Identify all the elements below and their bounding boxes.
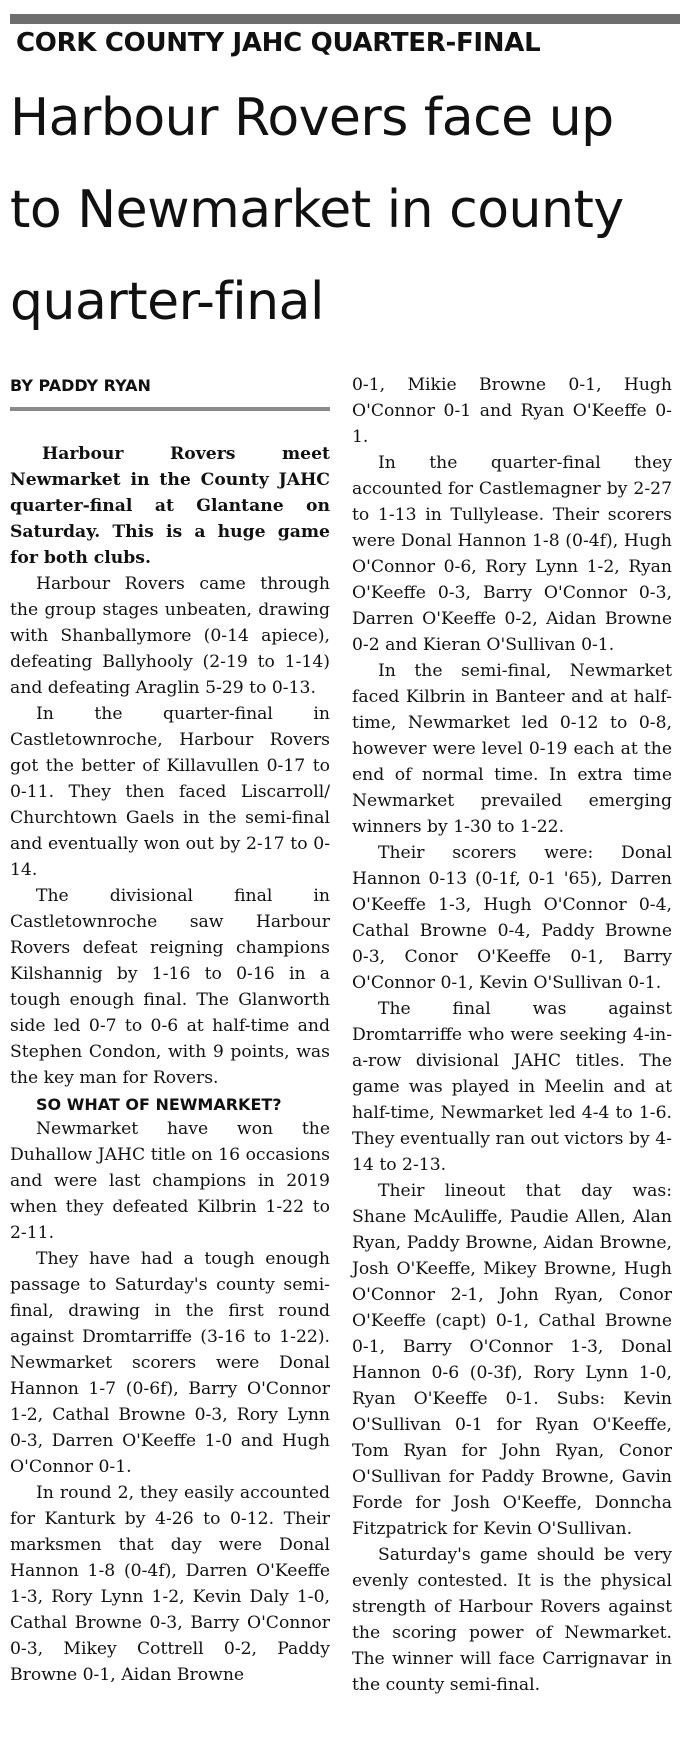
paragraph: Newmarket have won the Duhallow JAHC title on 16 occasions and were last champions in 2019 when they defeated Kilbrin 1-22 to 2-11. — [10, 1119, 330, 1243]
column-2 — [352, 372, 672, 1698]
paragraph-continuation: 0-1, Mikie Browne 0-1, Hugh O'Connor 0-1 and Ryan O'Keeffe 0-1. — [352, 375, 672, 447]
byline-rule — [10, 407, 330, 411]
paragraph: Harbour Rovers came through the group stages unbeaten, drawing with Shanballymore (0-14 apiece), defeating Ballyhooly (2-19 to 1-14) and defeating Araglin 5-29 to 0-13. — [10, 574, 330, 698]
paragraph: The final was against Dromtarriffe who were seeking 4-in-a-row divisional JAHC titles. The game was played in Meelin and at half-time, Newmarket led 4-4 to 1-6. They eventually ran out victors by 4-14 to 2-13. — [352, 999, 672, 1175]
paragraph: In the semi-final, Newmarket faced Kilbrin in Banteer and at half-time, Newmarket led 0-12 to 0-8, however were level 0-19 each at the end of normal time. In extra time Newmarket prevailed emerging winners by 1-30 to 1-22. — [352, 661, 672, 837]
paragraph: In the quarter-final in Castletownroche, Harbour Rovers got the better of Killavullen 0-17 to 0-11. They then faced Liscarroll/ Churchtown Gaels in the semi-final and eventually won out by 2-17 to 0-14. — [10, 704, 330, 880]
paragraph: Saturday's game should be very evenly contested. It is the physical strength of Harbour Rovers against the scoring power of Newmarket. The winner will face Carrignavar in the county semi-final. — [352, 1545, 672, 1695]
headline: Harbour Rovers face up to Newmarket in county quarter-final — [10, 88, 624, 332]
paragraph: In the quarter-final they accounted for Castlemagner by 2-27 to 1-13 in Tullylease. Their scorers were Donal Hannon 1-8 (0-4f), Hugh O'Connor 0-6, Rory Lynn 1-2, Ryan O'Keeffe 0-3, Barry O'Connor 0-3, Darren O'Keeffe 0-2, Aidan Browne 0-2 and Kieran O'Sullivan 0-1. — [352, 453, 672, 655]
paragraph: Their lineout that day was: Shane McAuliffe, Paudie Allen, Alan Ryan, Paddy Browne, Aidan Browne, Josh O'Keeffe, Mikey Browne, Hugh O'Connor 2-1, John Ryan, Conor O'Keeffe (capt) 0-1, Cathal Browne 0-1, Barry O'Connor 1-3, Donal Hannon 0-6 (0-3f), Rory Lynn 1-0, Ryan O'Keeffe 0-1. Subs: Kevin O'Sullivan 0-1 for Ryan O'Keeffe, Tom Ryan for John Ryan, Conor O'Sullivan for Paddy Browne, Gavin Forde for Josh O'Keeffe, Donncha Fitzpatrick for Kevin O'Sullivan. — [352, 1181, 672, 1539]
paragraph: They have had a tough enough passage to Saturday's county semi-final, drawing in the first round against Dromtarriffe (3-16 to 1-22). Newmarket scorers were Donal Hannon 1-7 (0-6f), Barry O'Connor 1-2, Cathal Browne 0-3, Rory Lynn 0-3, Darren O'Keeffe 1-0 and Hugh O'Connor 0-1. — [10, 1249, 330, 1477]
top-rule — [10, 14, 680, 24]
column-1 — [10, 372, 330, 1698]
lead-paragraph: Harbour Rovers meet Newmarket in the County JAHC quarter-final at Glantane on Saturday. This is a huge game for both clubs. — [10, 444, 330, 568]
paragraph: Their scorers were: Donal Hannon 0-13 (0-1f, 0-1 '65), Darren O'Keeffe 1-3, Hugh O'Connor 0-4, Cathal Browne 0-4, Paddy Browne 0-3, Conor O'Keeffe 0-1, Barry O'Connor 0-1, Kevin O'Sullivan 0-1. — [352, 843, 672, 993]
kicker: CORK COUNTY JAHC QUARTER-FINAL — [16, 28, 541, 58]
subhead: SO WHAT OF NEWMARKET? — [36, 1095, 282, 1114]
paragraph: In round 2, they easily accounted for Kanturk by 4-26 to 0-12. Their marksmen that day were Donal Hannon 1-8 (0-4f), Darren O'Keeffe 1-3, Rory Lynn 1-2, Kevin Daly 1-0, Cathal Browne 0-3, Barry O'Connor 0-3, Mikey Cottrell 0-2, Paddy Browne 0-1, Aidan Browne — [10, 1483, 330, 1685]
article-body — [10, 372, 680, 1698]
paragraph: The divisional final in Castletownroche saw Harbour Rovers defeat reigning champions Kilshannig by 1-16 to 0-16 in a tough enough final. The Glanworth side led 0-7 to 0-6 at half-time and Stephen Condon, with 9 points, was the key man for Rovers. — [10, 886, 330, 1088]
byline: BY PADDY RYAN — [10, 376, 151, 395]
